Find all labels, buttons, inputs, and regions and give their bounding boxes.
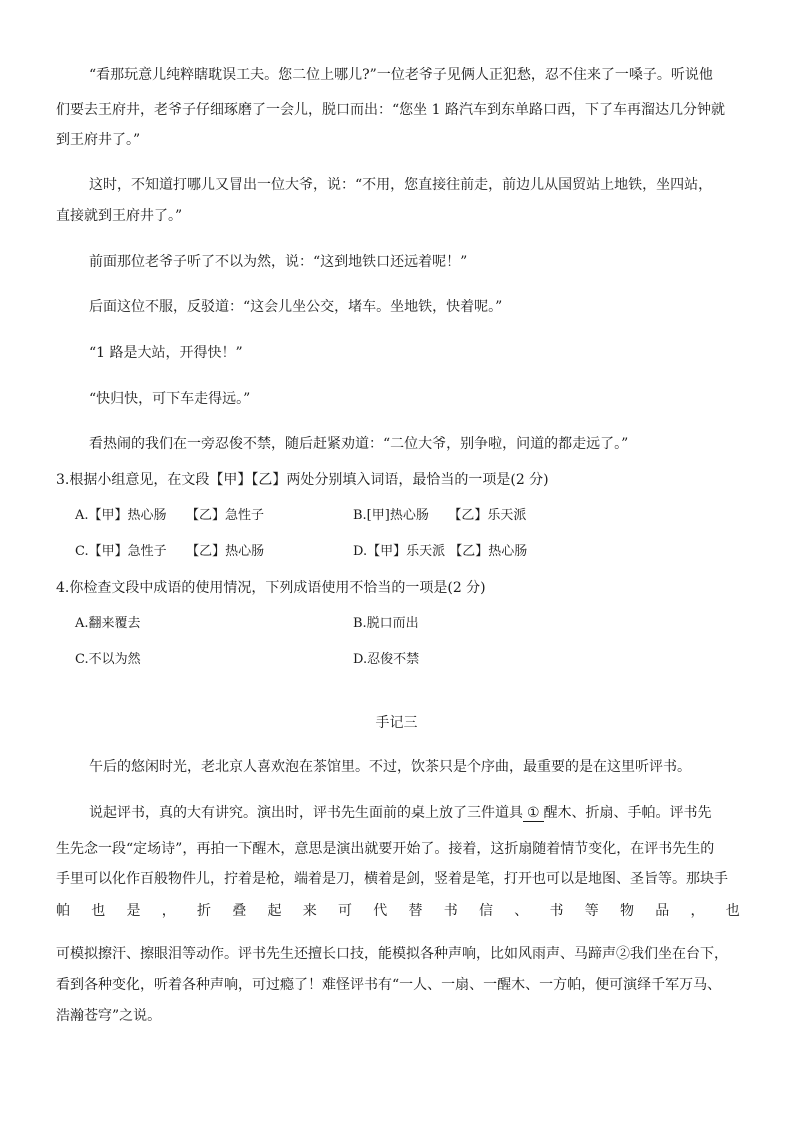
line-4-char: 物 (620, 903, 634, 919)
question-3-option-a[interactable]: A.【甲】热心肠 【乙】急性子 (75, 508, 265, 523)
line-4-char: 折 (197, 903, 211, 919)
note3-paragraph-2-line-6: 看到各种变化，听着各种声响，可过瘾了！难怪评书有“一人、一扇、一醒木、一方帕，便可演绎千军万马、 (56, 977, 722, 993)
question-4-option-c[interactable]: C.不以为然 (75, 652, 141, 667)
blank-1: ① (523, 805, 544, 822)
note2-paragraph-4: 后面这位不服，反驳道：“这会儿坐公交，堵车。坐地铁，快着呢。” (89, 299, 503, 315)
note2-paragraph-6: “快归快，可下车走得远。” (89, 391, 251, 407)
question-4-option-d[interactable]: D.忍俊不禁 (353, 652, 420, 667)
line-4-char: 信 (479, 903, 493, 919)
line-4-char: 也 (91, 903, 106, 919)
note3-paragraph-2-line-5: 可模拟擦汗、擦眼泪等动作。评书先生还擅长口技，能模拟各种声响，比如风雨声、马蹄声②我们坐在台下， (56, 946, 728, 962)
note2-paragraph-3: 前面那位老爷子听了不以为然，说：“这到地铁口还远着呢！” (89, 254, 468, 270)
question-4-option-b[interactable]: B.脱口而出 (353, 616, 419, 631)
line-4-char: 等 (584, 903, 599, 919)
line-4-char: 是 (126, 903, 141, 919)
question-3-option-c[interactable]: C.【甲】急性子 【乙】热心肠 (75, 544, 265, 559)
line-4-char: 也 (725, 903, 740, 919)
question-3-option-d[interactable]: D.【甲】乐天派 【乙】热心肠 (353, 544, 528, 559)
note2-paragraph-1-line-1: “看那玩意儿纯粹瞎耽误工夫。您二位上哪儿?”一位老爷子见俩人正犯愁，忍不住来了一嗓子。听说他 (89, 67, 713, 83)
line-4-char: 书 (549, 903, 564, 919)
section-title: 手记三 (375, 715, 418, 731)
note3-paragraph-2-line-4 (56, 902, 740, 920)
line-4-char: 起 (267, 903, 282, 919)
note3-paragraph-2-line-7: 浩瀚苍穹”之说。 (56, 1008, 162, 1024)
note3-paragraph-1: 午后的悠闲时光，老北京人喜欢泡在茶馆里。不过，饮茶只是个序曲，最重要的是在这里听评书。 (89, 759, 691, 775)
note3-paragraph-2-line-1-end: 醒木、折扇、手帕。评书先 (543, 805, 712, 821)
note3-paragraph-2-line-1-start: 说起评书，真的大有讲究。演出时，评书先生面前的桌上放了三件道具 (89, 805, 523, 821)
line-4-char: 替 (408, 903, 423, 919)
note2-paragraph-1-line-2: 们要去王府井，老爷子仔细琢磨了一会儿，脱口而出：“您坐 1 路汽车到东单路口西，下了车再溜达几分钟就 (56, 102, 725, 118)
question-4-stem: 4.你检查文段中成语的使用情况，下列成语使用不恰当的一项是(2 分) (56, 580, 486, 596)
line-4-char: 书 (443, 903, 458, 919)
question-4-option-a[interactable]: A.翻来覆去 (75, 616, 141, 631)
note2-paragraph-7: 看热闹的我们在一旁忍俊不禁，随后赶紧劝道：“二位大爷，别争啦，问道的都走远了。” (89, 436, 629, 452)
line-4-char: 、 (514, 903, 529, 919)
line-4-char: 来 (302, 903, 317, 919)
line-4-char: 代 (373, 903, 388, 919)
note3-paragraph-2-line-3: 手里可以化作百般物件儿，拧着是枪，端着是刀，横着是剑，竖着是笔，打开也可以是地图、圣旨等。那块手 (56, 871, 728, 887)
line-4-char: ， (690, 903, 705, 919)
question-3-option-b[interactable]: B.[甲]热心肠 【乙】乐天派 (353, 508, 527, 523)
line-4-char: ， (161, 903, 176, 919)
line-4-char: 品 (655, 903, 670, 919)
note3-paragraph-2-line-1 (89, 804, 740, 822)
note2-paragraph-2-line-2: 直接就到王府井了。” (56, 208, 183, 224)
note2-paragraph-1-line-3: 到王府井了。” (56, 132, 141, 148)
line-4-char: 叠 (232, 903, 247, 919)
line-4-char: 帕 (56, 903, 70, 919)
note3-paragraph-2-line-2: 生先念一段“定场诗”，再拍一下醒木，意思是演出就要开始了。接着，这折扇随着情节变化，在评书先生的 (56, 841, 715, 857)
line-4-char: 可 (338, 903, 352, 919)
note2-paragraph-5: “1 路是大站，开得快！” (89, 345, 243, 361)
note2-paragraph-2-line-1: 这时，不知道打哪儿又冒出一位大爷，说：“不用，您直接往前走，前边儿从国贸站上地铁，坐四站， (89, 177, 713, 193)
question-3-stem: 3.根据小组意见，在文段【甲】【乙】两处分别填入词语，最恰当的一项是(2 分) (56, 472, 549, 488)
